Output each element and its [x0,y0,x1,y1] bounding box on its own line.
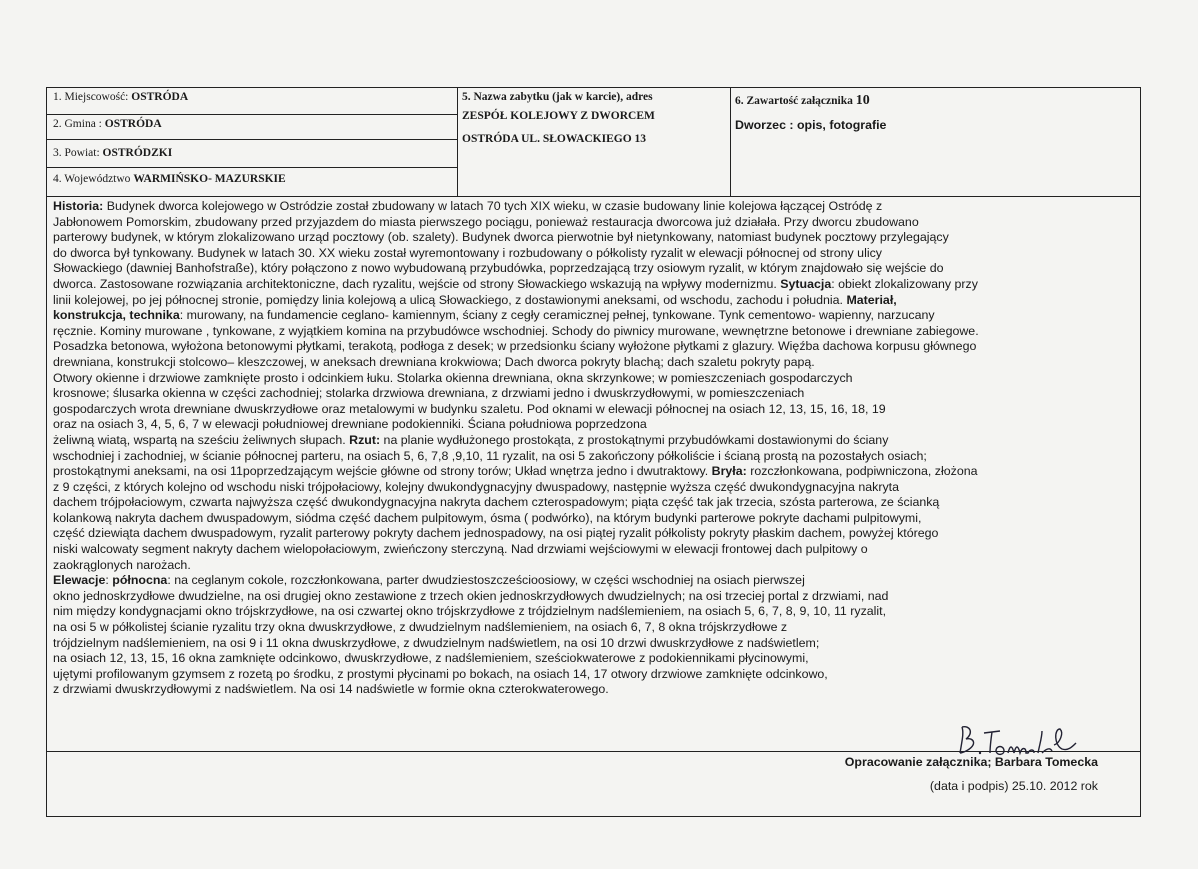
county-row [47,140,457,168]
contents-value: Dworzec : opis, fotografie [735,118,887,132]
contents-heading [735,91,870,109]
text-line: okno jednoskrzydłowe dwudzielne, na osi drugiej okno zestawione z trzech okien jednoskrzydłowych dwudzielnych; na osi trzeciej portal z drzwiami, nad [53,588,889,603]
date-and-signature: (data i podpis) 25.10. 2012 rok [929,779,1098,793]
text-line: linii kolejowej, po jej północnej stronie, pomiędzy linia kolejową a ulicą Słowackiego, z dostawionymi aneksami, od wschodu, zachodu i południa. Materiał, [53,292,897,307]
monument-column [457,88,731,196]
text-line: Otwory okienne i drzwiowe zamknięte prosto i odcinkiem łuku. Stolarka okienna drewniana, okna skrzynkowe; w pomieszczeniach gospodarczych [53,370,853,385]
text-line: parterowy budynek, w którym zlokalizowano urząd pocztowy (ob. szalety). Budynek dworca pierwotnie był nietynkowany, natomiast budynek pocztowy przylegający [53,230,949,245]
prepared-by: Opracowanie załącznika; Barbara Tomecka [844,755,1098,769]
text-line: wschodniej i zachodniej, w ścianie północnej parteru, na osiach 5, 6, 7,8 ,9,10, 11 ryzalit, na osi 5 zakończony półkoliście i ścianą prostą na pozostałych osiach; [53,448,927,463]
text-line: drewniana, konstrukcji stolcowo– kleszczowej, w aneksach drewniana krokwiowa; Dach dworca pokryty blachą; dach szaletu pokryty papą. [53,354,815,369]
text-line: Słowackiego (dawniej Banhofstraße), który połączono z nowo wybudowaną przybudówka, poprzedzającą trzy osiowym ryzalit, w którym znajdowało się wejście do [53,261,944,276]
text-line: z drzwiami dwuskrzydłowymi z nadświetlem. Na osi 14 nadświetle w formie okna czterokwaterowego. [53,682,609,697]
text-line: Posadzka betonowa, wyłożona betonowymi płytkami, terakotą, podłoga z desek; w przedsionku ściany wyłożone płytkami z glazury. Więźba dachowa korpusu głównego [53,339,977,354]
monument-address: OSTRÓDA UL. SŁOWACKIEGO 13 [462,133,647,145]
text-line: Elewacje: północna: na ceglanym cokole, rozczłonkowana, parter dwudziestoszcześcioosiowy, w części wschodniej na osiach pierwszej [53,573,805,588]
text-line: ujętymi profilowanym gzymsem z rozetą po środku, z prostymi płycinami po bokach, na osiach 14, 17 otwory drzwiowe zamknięte odcinkowo, [53,666,828,681]
text-line: dachem trójpołaciowym, czwarta najwyższa część dwukondygnacyjna nakryta dachem czterospadowym; piąta część tak jak trzecia, szósta parterowa, ze ścianką [53,495,940,510]
voivodeship-row [47,168,457,196]
monument-name: ZESPÓŁ KOLEJOWY Z DWORCEM [462,110,655,122]
text-line: na osiach 12, 13, 15, 16 okna zamknięte odcinkowo, dwuskrzydłowe, z nadślemieniem, sześciokwaterowe z podokiennikami płycinowymi, [53,651,809,666]
text-line: gospodarczych wrota drewniane dwuskrzydłowe oraz metalowymi w budynku szaletu. Pod oknami w elewacji północnej na osiach 12, 13, 15, 16, 18, 19 [53,401,886,416]
text-line: kolankową nakryta dachem dwuspadowym, siódma część dachem pulpitowym, ósma ( podwórko), na którym budynki parterowe pokryte dachami pulpitowymi, [53,510,922,525]
text-line: trójdzielnym nadślemieniem, na osi 9 i 11 okna dwuskrzydłowe, z dwudzielnym nadświetlem, na osi 10 drzwi dwuskrzydłowe z nadświetlem; [53,635,820,650]
monument-label: 5. Nazwa zabytku (jak w karcie), adres [462,91,653,103]
commune-value: OSTRÓDA [104,118,162,130]
description-text [53,199,1133,698]
county-value: OSTRÓDZKI [102,147,173,159]
text-line: część dziewiąta dachem dwuspadowym, ryzalit parterowy pokryty dachem jednospadowy, na osi piątej ryzalit półkolisty pokryty płaskim dachem, powyżej którego [53,526,939,541]
locality-value: OSTRÓDA [131,91,189,103]
text-line: konstrukcja, technika: murowany, na fundamencie ceglano- kamiennym, ściany z cegły ceramicznej pełnej, tynkowane. Tynk cementowo- wapienny, narzucany [53,308,935,323]
commune-label: 2. Gmina : [53,118,105,130]
text-line: dworca. Zastosowane rozwiązania architektoniczne, dach ryzalitu, wejście od strony Słowackiego wskazują na wpływy modernizmu. Sytuacja: obiekt zlokalizowany przy [53,276,978,291]
county-label: 3. Powiat: [53,147,103,159]
locality-label: 1. Miejscowość: [53,91,132,103]
text-line: do dworca był tynkowany. Budynek w latach 30. XX wieku został wyremontowany i rozbudowany o półkolisty ryzalit w elewacji północnej od strony ulicy [53,245,882,260]
text-line: na osi 5 w półkolistej ścianie ryzalitu trzy okna dwuskrzydłowe, z dwudzielnym nadślemieniem, na osiach 6, 7, 8 okna trójskrzydłowe z [53,620,788,635]
text-line: oraz na osiach 3, 4, 5, 6, 7 w elewacji południowej drewniane podokienniki. Ściana południowa poprzedzona [53,417,647,432]
contents-label: 6. Zawartość załącznika [735,95,856,107]
text-line: krosnowe; ślusarka okienna w części zachodniej; stolarka drzwiowa drewniana, z drzwiami jedno i dwuskrzydłowymi, w pomieszczeniach [53,386,805,401]
voivodeship-label: 4. Województwo [53,173,134,185]
contents-column [730,88,1140,196]
text-line: żeliwną wiatą, wspartą na sześciu żeliwnych słupach. Rzut: na planie wydłużonego prostokąta, z prostokątnymi przybudówkami dostawionymi do ściany [53,432,889,447]
text-line: Jabłonowem Pomorskim, zbudowany przed przyjazdem do miasta pierwszego pociągu, ponieważ restauracja dworcowa już działała. Przy dworcu zbudowano [53,214,919,229]
text-line: ręcznie. Kominy murowane , tynkowane, z wyjątkiem komina na przybudówce wschodniej. Schody do piwnicy murowane, wewnętrzne betonowe i drewniane zabiegowe. [53,323,979,338]
attachment-number: 10 [855,93,870,108]
text-line: niski walcowaty segment nakryty dachem wielopołaciowym, zwieńczony sterczyną. Nad drzwiami wejściowymi w elewacji frontowej dach pulpitowy o [53,542,868,557]
voivodeship-value: WARMIŃSKO- MAZURSKIE [133,173,286,185]
attachment-sheet [46,87,1141,817]
header-table [47,88,1140,197]
locality-row [47,88,457,115]
commune-row [47,115,457,140]
text-line: zaokrąglonych narożach. [53,557,191,572]
text-line: z 9 części, z których kolejno od wschodu niski trójpołaciowy, kolejny dwukondygnacyjny dwuspadowy, następnie wyższa część dwukondygnacyjna nakryta [53,479,899,494]
location-column [47,88,458,196]
text-line: prostokątnymi aneksami, na osi 11poprzedzającym wejście główne od strony torów; Układ wnętrza jedno i dwutraktowy. Bryła: rozczłonkowana, podpiwniczona, złożona [53,464,978,479]
text-line: Historia: Budynek dworca kolejowego w Ostródzie został zbudowany w latach 70 tych XIX wieku, w czasie budowany linie kolejowa łączącej Ostródę z [53,199,883,213]
text-line: nim między kondygnacjami okno trójskrzydłowe, na osi czwartej okno trójskrzydłowe z trójdzielnym nadślemieniem, na osiach 5, 6, 7, 8, 9, 10, 11 ryzalit, [53,604,887,619]
